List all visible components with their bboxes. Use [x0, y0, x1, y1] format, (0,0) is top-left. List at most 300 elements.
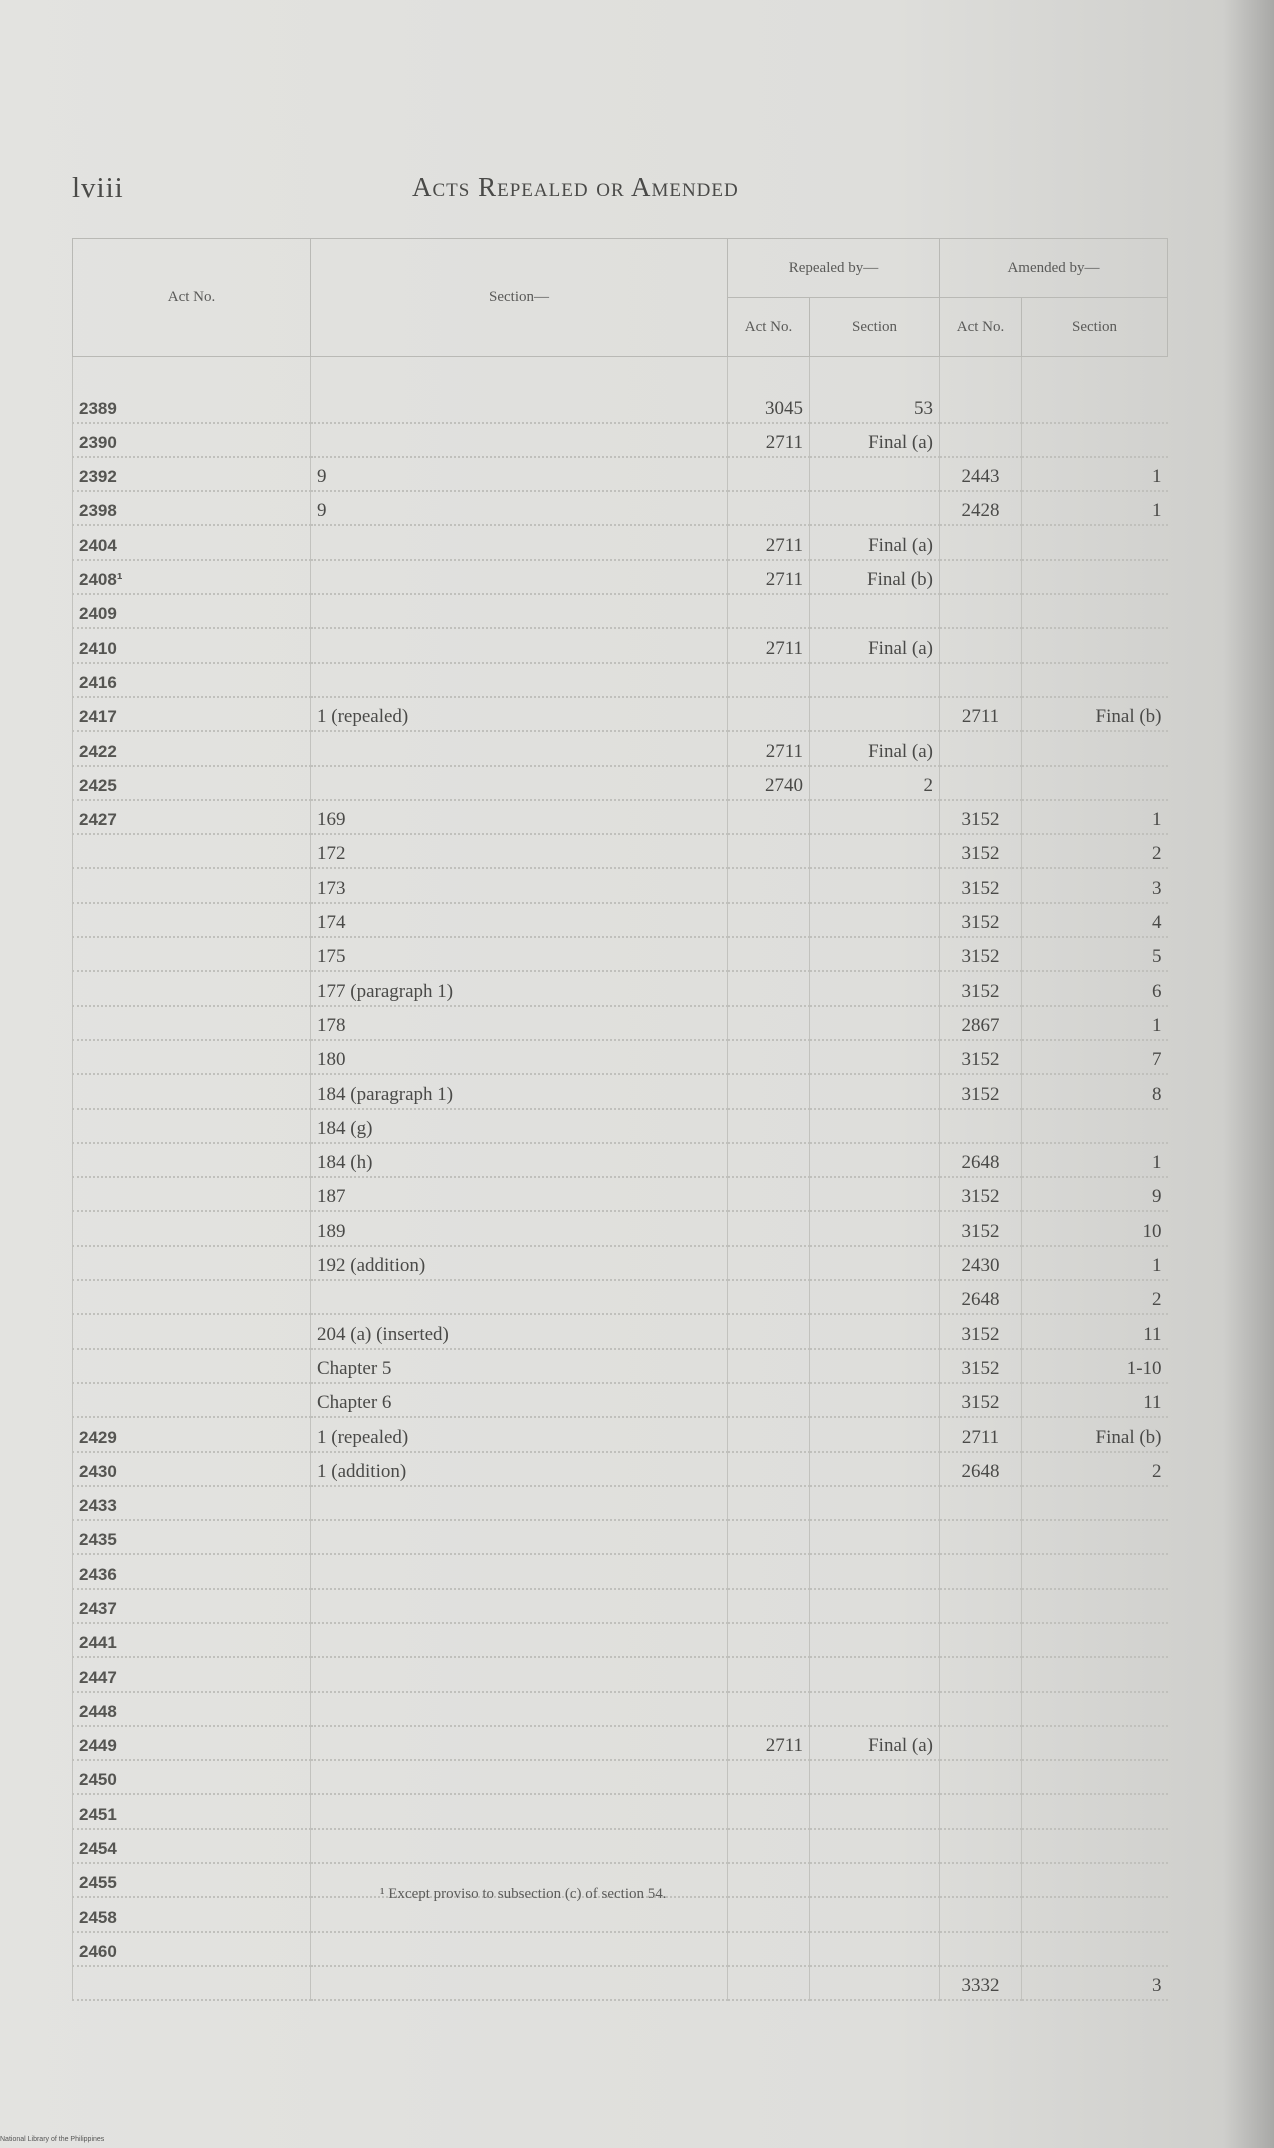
amended-section-cell: 1 [1022, 1246, 1168, 1280]
table-row [73, 389, 1168, 422]
table-row [73, 1177, 1168, 1211]
section-cell: 184 (paragraph 1) [311, 1074, 728, 1108]
table-row [73, 1349, 1168, 1383]
amended-section-cell [1022, 1692, 1168, 1726]
amended-act-no-cell [940, 731, 1022, 765]
section-cell [311, 389, 728, 422]
repealed-act-no-cell [728, 1966, 810, 2000]
section-cell [311, 1520, 728, 1554]
repealed-section-cell [810, 1211, 940, 1245]
amended-act-no-cell [940, 1829, 1022, 1863]
repealed-section-cell [810, 1040, 940, 1074]
section-cell: 169 [311, 800, 728, 834]
act-no-cell: 2416 [73, 663, 311, 697]
header-section: Section— [311, 239, 728, 357]
repealed-section-cell [810, 1006, 940, 1040]
repealed-section-cell [810, 1074, 940, 1108]
repealed-section-cell [810, 457, 940, 491]
repealed-section-cell: Final (a) [810, 423, 940, 457]
amended-section-cell [1022, 423, 1168, 457]
repealed-act-no-cell: 3045 [728, 389, 810, 422]
amended-section-cell: 1 [1022, 491, 1168, 525]
table-row [73, 1966, 1168, 2000]
repealed-section-cell [810, 800, 940, 834]
act-no-cell: 2448 [73, 1692, 311, 1726]
amended-act-no-cell: 2867 [940, 1006, 1022, 1040]
repealed-act-no-cell [728, 834, 810, 868]
repealed-act-no-cell [728, 1040, 810, 1074]
table-row [73, 1246, 1168, 1280]
section-cell [311, 1794, 728, 1828]
amended-act-no-cell [940, 766, 1022, 800]
amended-section-cell: 3 [1022, 1966, 1168, 2000]
repealed-act-no-cell: 2711 [728, 525, 810, 559]
table-row [73, 491, 1168, 525]
repealed-section-cell [810, 1143, 940, 1177]
amended-section-cell [1022, 1657, 1168, 1691]
act-no-cell: 2409 [73, 594, 311, 628]
header-repealed-by: Repealed by— [728, 239, 940, 298]
amended-section-cell [1022, 1589, 1168, 1623]
table-row [73, 971, 1168, 1005]
act-no-cell: 2425 [73, 766, 311, 800]
act-no-cell [73, 868, 311, 902]
repealed-section-cell [810, 1109, 940, 1143]
repealed-section-cell [810, 1314, 940, 1348]
table-row [73, 800, 1168, 834]
amended-section-cell: 11 [1022, 1314, 1168, 1348]
page-title: Acts Repealed or Amended [412, 172, 739, 202]
repealed-act-no-cell [728, 1863, 810, 1897]
act-no-cell: 2460 [73, 1932, 311, 1966]
repealed-section-cell [810, 491, 940, 525]
amended-section-cell [1022, 1486, 1168, 1520]
act-no-cell [73, 1040, 311, 1074]
act-no-cell: 2417 [73, 697, 311, 731]
amended-section-cell [1022, 1623, 1168, 1657]
amended-act-no-cell: 3332 [940, 1966, 1022, 2000]
table-row [73, 1657, 1168, 1691]
amended-act-no-cell: 3152 [940, 1040, 1022, 1074]
repealed-section-cell [810, 1349, 940, 1383]
amended-section-cell: 3 [1022, 868, 1168, 902]
section-cell [311, 731, 728, 765]
repealed-section-cell [810, 903, 940, 937]
amended-act-no-cell [940, 389, 1022, 422]
repealed-section-cell [810, 1829, 940, 1863]
table-row [73, 1932, 1168, 1966]
amended-act-no-cell: 3152 [940, 1314, 1022, 1348]
act-no-cell [73, 1177, 311, 1211]
header-act-no: Act No. [73, 239, 311, 357]
repealed-act-no-cell [728, 1211, 810, 1245]
amended-act-no-cell [940, 1554, 1022, 1588]
repealed-act-no-cell [728, 1554, 810, 1588]
amended-act-no-cell [940, 525, 1022, 559]
amended-act-no-cell [940, 1486, 1022, 1520]
section-cell [311, 1829, 728, 1863]
table-row [73, 628, 1168, 662]
repealed-act-no-cell [728, 1897, 810, 1931]
section-cell [311, 1589, 728, 1623]
repealed-act-no-cell [728, 1006, 810, 1040]
repealed-act-no-cell [728, 1829, 810, 1863]
amended-act-no-cell: 3152 [940, 834, 1022, 868]
amended-act-no-cell: 3152 [940, 1211, 1022, 1245]
section-cell: 184 (g) [311, 1109, 728, 1143]
amended-section-cell: 10 [1022, 1211, 1168, 1245]
amended-section-cell [1022, 1829, 1168, 1863]
acts-table-wrapper [72, 238, 1167, 1997]
section-cell [311, 1657, 728, 1691]
table-row [73, 937, 1168, 971]
table-row [73, 560, 1168, 594]
act-no-cell [73, 834, 311, 868]
table-row [73, 1589, 1168, 1623]
repealed-section-cell [810, 834, 940, 868]
repealed-act-no-cell: 2740 [728, 766, 810, 800]
amended-section-cell [1022, 560, 1168, 594]
repealed-section-cell: Final (a) [810, 731, 940, 765]
repealed-section-cell [810, 1452, 940, 1486]
amended-section-cell: 1 [1022, 1143, 1168, 1177]
amended-section-cell [1022, 1726, 1168, 1760]
section-cell [311, 663, 728, 697]
section-cell: Chapter 5 [311, 1349, 728, 1383]
section-cell: Chapter 6 [311, 1383, 728, 1417]
section-cell: 1 (repealed) [311, 1417, 728, 1451]
repealed-section-cell [810, 1863, 940, 1897]
amended-act-no-cell: 2711 [940, 1417, 1022, 1451]
repealed-section-cell [810, 1246, 940, 1280]
repealed-act-no-cell: 2711 [728, 423, 810, 457]
header-amended-act-no: Act No. [940, 298, 1022, 357]
section-cell: 180 [311, 1040, 728, 1074]
table-row [73, 1452, 1168, 1486]
repealed-section-cell [810, 594, 940, 628]
amended-act-no-cell: 3152 [940, 1349, 1022, 1383]
amended-section-cell [1022, 594, 1168, 628]
repealed-section-cell [810, 971, 940, 1005]
running-head [72, 172, 1172, 212]
act-no-cell [73, 1383, 311, 1417]
repealed-act-no-cell [728, 971, 810, 1005]
amended-act-no-cell: 2428 [940, 491, 1022, 525]
section-cell [311, 525, 728, 559]
repealed-section-cell: 53 [810, 389, 940, 422]
table-spacer [73, 357, 1168, 390]
repealed-section-cell: Final (b) [810, 560, 940, 594]
amended-section-cell: 9 [1022, 1177, 1168, 1211]
table-row [73, 1520, 1168, 1554]
act-no-cell: 2427 [73, 800, 311, 834]
act-no-cell [73, 937, 311, 971]
section-cell [311, 560, 728, 594]
section-cell: 1 (addition) [311, 1452, 728, 1486]
amended-act-no-cell [940, 1657, 1022, 1691]
section-cell [311, 1932, 728, 1966]
amended-section-cell: 2 [1022, 1280, 1168, 1314]
table-row [73, 1314, 1168, 1348]
section-cell: 172 [311, 834, 728, 868]
amended-act-no-cell [940, 628, 1022, 662]
amended-act-no-cell: 2648 [940, 1143, 1022, 1177]
repealed-section-cell: 2 [810, 766, 940, 800]
table-row [73, 1280, 1168, 1314]
amended-section-cell [1022, 1554, 1168, 1588]
act-no-cell: 2451 [73, 1794, 311, 1828]
repealed-act-no-cell [728, 1383, 810, 1417]
table-row [73, 834, 1168, 868]
repealed-act-no-cell [728, 1452, 810, 1486]
repealed-section-cell [810, 1966, 940, 2000]
amended-section-cell: 1-10 [1022, 1349, 1168, 1383]
footer-credit: National Library of the Philippines [0, 2136, 105, 2143]
repealed-section-cell: Final (a) [810, 1726, 940, 1760]
act-no-cell [73, 1966, 311, 2000]
amended-section-cell [1022, 1932, 1168, 1966]
section-cell: 189 [311, 1211, 728, 1245]
section-cell [311, 1760, 728, 1794]
amended-act-no-cell [940, 663, 1022, 697]
amended-act-no-cell [940, 1692, 1022, 1726]
repealed-section-cell [810, 697, 940, 731]
repealed-act-no-cell [728, 491, 810, 525]
section-cell: 187 [311, 1177, 728, 1211]
repealed-act-no-cell [728, 1520, 810, 1554]
amended-act-no-cell [940, 560, 1022, 594]
repealed-section-cell [810, 1760, 940, 1794]
amended-act-no-cell [940, 1760, 1022, 1794]
amended-act-no-cell: 2443 [940, 457, 1022, 491]
amended-section-cell [1022, 663, 1168, 697]
table-row [73, 1692, 1168, 1726]
header-amended-by: Amended by— [940, 239, 1168, 298]
act-no-cell: 2449 [73, 1726, 311, 1760]
amended-section-cell: 1 [1022, 457, 1168, 491]
repealed-act-no-cell [728, 868, 810, 902]
act-no-cell: 2410 [73, 628, 311, 662]
repealed-section-cell [810, 1554, 940, 1588]
act-no-cell: 2390 [73, 423, 311, 457]
amended-section-cell: Final (b) [1022, 1417, 1168, 1451]
amended-section-cell [1022, 628, 1168, 662]
repealed-section-cell [810, 1692, 940, 1726]
amended-section-cell: 5 [1022, 937, 1168, 971]
amended-section-cell: 2 [1022, 1452, 1168, 1486]
repealed-act-no-cell [728, 903, 810, 937]
amended-act-no-cell: 3152 [940, 1383, 1022, 1417]
amended-act-no-cell [940, 1520, 1022, 1554]
repealed-act-no-cell: 2711 [728, 1726, 810, 1760]
table-body [73, 357, 1168, 2001]
table-row [73, 1040, 1168, 1074]
header-repealed-act-no: Act No. [728, 298, 810, 357]
table-row [73, 903, 1168, 937]
repealed-act-no-cell: 2711 [728, 560, 810, 594]
repealed-act-no-cell [728, 1349, 810, 1383]
act-no-cell: 2447 [73, 1657, 311, 1691]
act-no-cell: 2458 [73, 1897, 311, 1931]
act-no-cell: 2429 [73, 1417, 311, 1451]
amended-section-cell: 1 [1022, 1006, 1168, 1040]
table-row [73, 457, 1168, 491]
table-header [73, 239, 1168, 357]
repealed-act-no-cell [728, 1692, 810, 1726]
repealed-section-cell [810, 1623, 940, 1657]
repealed-act-no-cell [728, 1177, 810, 1211]
amended-act-no-cell: 2648 [940, 1452, 1022, 1486]
table-row [73, 1623, 1168, 1657]
amended-section-cell: 1 [1022, 800, 1168, 834]
page-number: lviii [72, 172, 124, 204]
amended-section-cell [1022, 1794, 1168, 1828]
amended-act-no-cell [940, 1794, 1022, 1828]
section-cell [311, 423, 728, 457]
repealed-act-no-cell: 2711 [728, 731, 810, 765]
amended-section-cell [1022, 389, 1168, 422]
amended-section-cell [1022, 731, 1168, 765]
repealed-section-cell [810, 663, 940, 697]
section-cell: 9 [311, 457, 728, 491]
repealed-act-no-cell [728, 1143, 810, 1177]
repealed-section-cell [810, 1417, 940, 1451]
act-no-cell: 2441 [73, 1623, 311, 1657]
act-no-cell: 2435 [73, 1520, 311, 1554]
amended-act-no-cell: 2430 [940, 1246, 1022, 1280]
repealed-section-cell [810, 1897, 940, 1931]
repealed-act-no-cell: 2711 [728, 628, 810, 662]
amended-act-no-cell: 3152 [940, 1177, 1022, 1211]
act-no-cell: 2433 [73, 1486, 311, 1520]
table-row [73, 1006, 1168, 1040]
repealed-section-cell [810, 1932, 940, 1966]
amended-act-no-cell [940, 1726, 1022, 1760]
repealed-act-no-cell [728, 594, 810, 628]
table-row [73, 663, 1168, 697]
act-no-cell [73, 971, 311, 1005]
table-row [73, 731, 1168, 765]
amended-act-no-cell: 2648 [940, 1280, 1022, 1314]
repealed-act-no-cell [728, 937, 810, 971]
act-no-cell [73, 1006, 311, 1040]
table-row [73, 1417, 1168, 1451]
acts-table [72, 238, 1168, 2001]
repealed-section-cell: Final (a) [810, 628, 940, 662]
repealed-act-no-cell [728, 1280, 810, 1314]
repealed-act-no-cell [728, 1932, 810, 1966]
amended-act-no-cell: 3152 [940, 903, 1022, 937]
repealed-section-cell [810, 1280, 940, 1314]
amended-section-cell [1022, 766, 1168, 800]
repealed-section-cell [810, 1383, 940, 1417]
amended-act-no-cell: 3152 [940, 937, 1022, 971]
act-no-cell: 2437 [73, 1589, 311, 1623]
table-row [73, 1383, 1168, 1417]
act-no-cell [73, 1314, 311, 1348]
amended-section-cell [1022, 525, 1168, 559]
amended-act-no-cell: 2711 [940, 697, 1022, 731]
section-cell: 178 [311, 1006, 728, 1040]
act-no-cell [73, 1074, 311, 1108]
act-no-cell: 2408¹ [73, 560, 311, 594]
footnote: ¹ Except proviso to subsection (c) of section 54. [380, 1886, 667, 1902]
act-no-cell: 2454 [73, 1829, 311, 1863]
act-no-cell [73, 1280, 311, 1314]
section-cell [311, 1280, 728, 1314]
header-amended-section: Section [1022, 298, 1168, 357]
repealed-act-no-cell [728, 1109, 810, 1143]
amended-section-cell: Final (b) [1022, 697, 1168, 731]
repealed-act-no-cell [728, 1760, 810, 1794]
header-repealed-section: Section [810, 298, 940, 357]
amended-act-no-cell [940, 1589, 1022, 1623]
table-row [73, 1760, 1168, 1794]
repealed-act-no-cell [728, 1657, 810, 1691]
amended-section-cell: 8 [1022, 1074, 1168, 1108]
repealed-act-no-cell [728, 1623, 810, 1657]
amended-section-cell [1022, 1897, 1168, 1931]
section-cell: 9 [311, 491, 728, 525]
amended-section-cell [1022, 1109, 1168, 1143]
amended-act-no-cell: 3152 [940, 1074, 1022, 1108]
repealed-act-no-cell [728, 1074, 810, 1108]
act-no-cell [73, 1246, 311, 1280]
amended-section-cell: 4 [1022, 903, 1168, 937]
amended-act-no-cell [940, 423, 1022, 457]
amended-act-no-cell [940, 1897, 1022, 1931]
amended-act-no-cell [940, 594, 1022, 628]
section-cell: 204 (a) (inserted) [311, 1314, 728, 1348]
table-row [73, 1211, 1168, 1245]
repealed-section-cell [810, 1520, 940, 1554]
repealed-act-no-cell [728, 1417, 810, 1451]
act-no-cell: 2436 [73, 1554, 311, 1588]
act-no-cell [73, 903, 311, 937]
section-cell: 192 (addition) [311, 1246, 728, 1280]
repealed-act-no-cell [728, 663, 810, 697]
amended-act-no-cell: 3152 [940, 800, 1022, 834]
repealed-act-no-cell [728, 1314, 810, 1348]
repealed-section-cell [810, 1177, 940, 1211]
section-cell: 177 (paragraph 1) [311, 971, 728, 1005]
amended-section-cell: 6 [1022, 971, 1168, 1005]
repealed-section-cell [810, 1657, 940, 1691]
table-row [73, 525, 1168, 559]
table-row [73, 1794, 1168, 1828]
table-row [73, 1829, 1168, 1863]
table-row [73, 423, 1168, 457]
act-no-cell: 2404 [73, 525, 311, 559]
act-no-cell: 2398 [73, 491, 311, 525]
table-row [73, 1726, 1168, 1760]
section-cell: 184 (h) [311, 1143, 728, 1177]
amended-section-cell [1022, 1520, 1168, 1554]
amended-section-cell [1022, 1760, 1168, 1794]
act-no-cell: 2392 [73, 457, 311, 491]
table-row [73, 1143, 1168, 1177]
table-row [73, 1486, 1168, 1520]
repealed-section-cell: Final (a) [810, 525, 940, 559]
repealed-act-no-cell [728, 1589, 810, 1623]
section-cell [311, 628, 728, 662]
table-row [73, 766, 1168, 800]
act-no-cell [73, 1349, 311, 1383]
repealed-act-no-cell [728, 1486, 810, 1520]
table-row [73, 697, 1168, 731]
amended-act-no-cell [940, 1932, 1022, 1966]
repealed-section-cell [810, 1589, 940, 1623]
